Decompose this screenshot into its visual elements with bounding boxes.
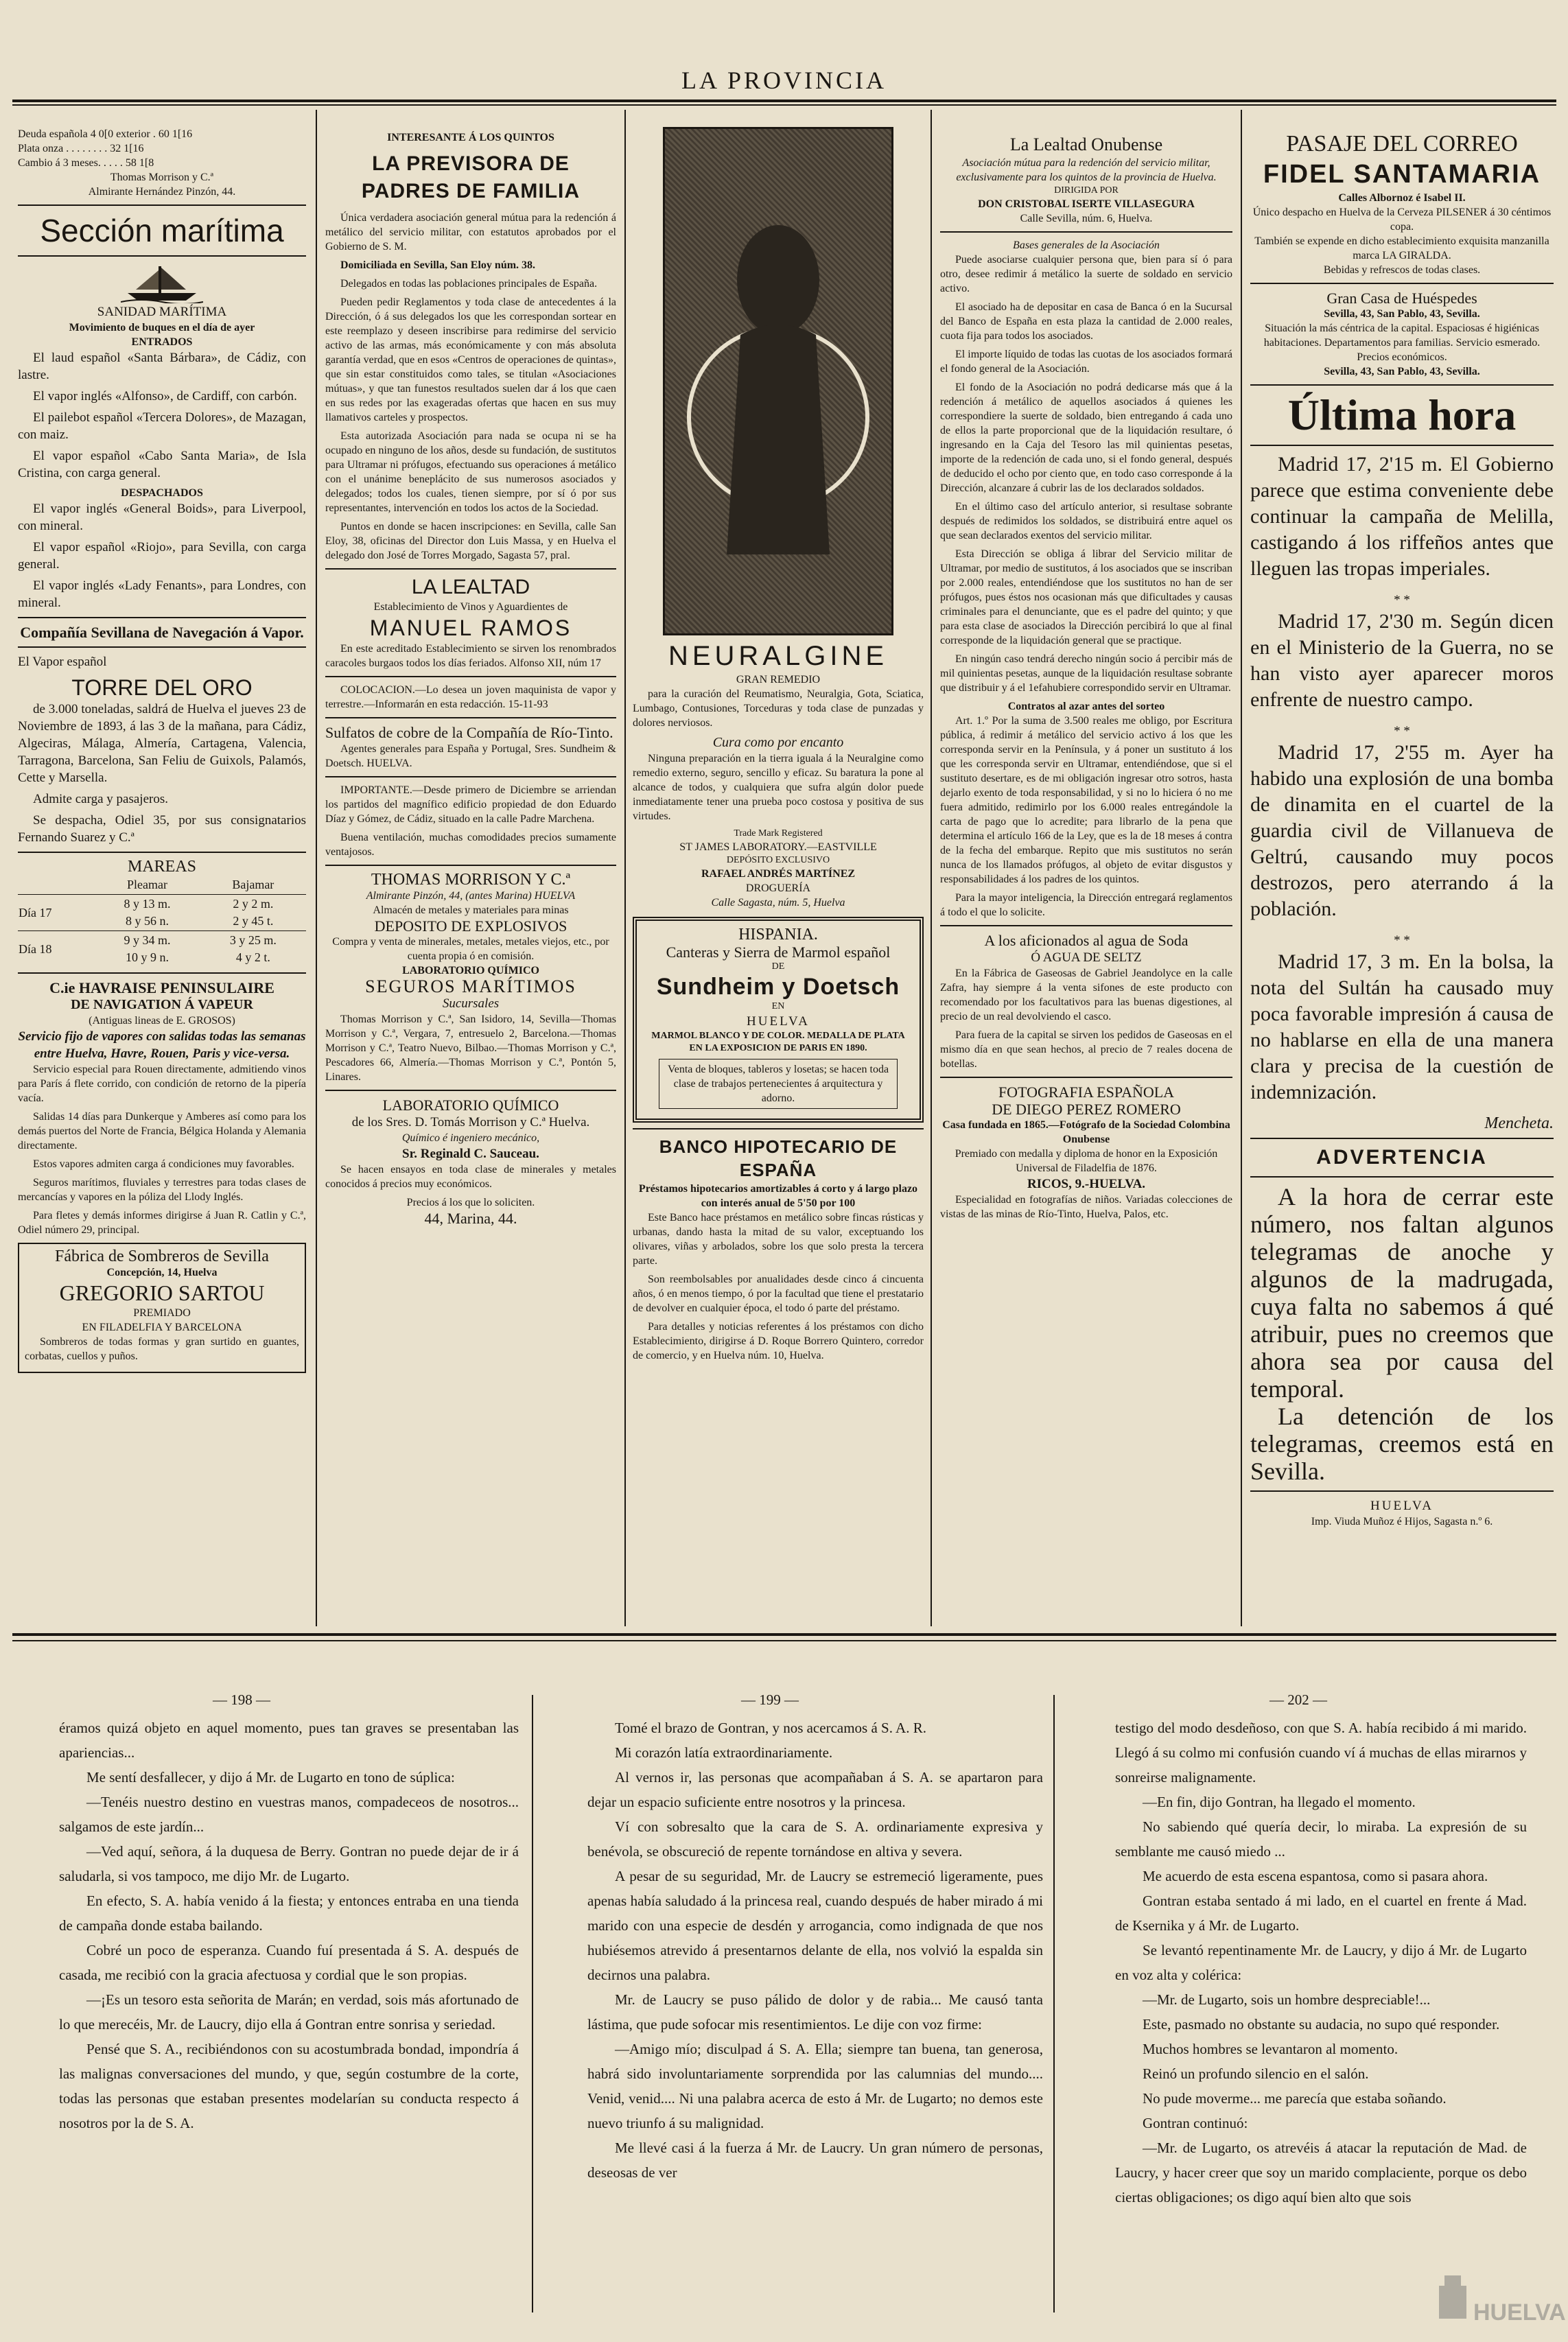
- onubense-director: DON CRISTOBAL ISERTE VILLASEGURA: [978, 198, 1195, 210]
- folletin-para: No sabiendo qué quería decir, lo miraba. La expresión de su semblante me causó miedo ...: [1115, 1818, 1527, 1860]
- onubense-text: En ningún caso tendrá derecho ningún socio á percibir más de mil quinientas pesetas, aunque de la liquidación resultase sobrante que distribuir y á el 1efahubiere correspondido servir en Ultramar.: [940, 653, 1232, 694]
- vapor-name: TORRE DEL ORO: [71, 675, 253, 700]
- mareas-value: 2 y 2 m.: [233, 897, 274, 911]
- folletin-column-c: [1115, 1715, 1527, 2319]
- folletin-para: —¡Es un tesoro esta señorita de Marán; en verdad, sois más afortunado de lo que merecéis, Mr. de Laucry, dijo ella á Gontran entre sonrisa y seriedad.: [59, 1991, 519, 2033]
- column-2: [325, 130, 616, 1626]
- news-list: [1250, 452, 1554, 1132]
- exchange-line: Deuda española 4 0[0 exterior . 60 1[16: [18, 128, 193, 140]
- ultima-hora-title: Última hora: [1287, 390, 1517, 439]
- vapor-text: de 3.000 toneladas, saldrá de Huelva el jueves 23 de Noviembre de 1893, á las 3 de la mañana, para Cádiz, Algeciras, Málaga, Almería, Cartagena, Valencia, Tarragona, Barcelona, San Feliu de Guixols, Palamós, Cette y Marsella.: [18, 702, 306, 785]
- mareas-value: 2 y 45 t.: [233, 914, 274, 928]
- masthead-rule: [12, 99, 1556, 102]
- tm-deposito: DEPOSITO DE EXPLOSIVOS: [374, 917, 567, 935]
- banco-lead: Préstamos hipotecarios amortizables á corto y á largo plazo con interés anual de 5'50 por 100: [638, 1183, 918, 1209]
- folletin-para: Mr. de Laucry se puso pálido de dolor y de rabia... Me causó tanta lástima, que pude sofocar mis resentimientos. Le dije con voz firme:: [587, 1991, 1043, 2033]
- entrados-item: El laud español «Santa Bárbara», de Cádiz, con lastre.: [18, 351, 306, 382]
- tower-icon: [1432, 2272, 1473, 2320]
- mareas-table: [18, 876, 306, 967]
- banco-text: Para detalles y noticias referentes á los préstamos con dicho Establecimiento, dirigirse á D. Roque Borrero Quintero, corredor de comercio, y en Huelva núm. 10, Huelva.: [633, 1321, 924, 1361]
- folletin-para: Este, pasmado no obstante su audacia, no supo qué responder.: [1143, 2016, 1500, 2033]
- folletin-page-number: — 199 —: [741, 1691, 799, 1708]
- news-item: Madrid 17, 2'15 m. El Gobierno parece que estima conveniente debe continuar la campaña de Melilla, castigando á los riffeños antes que lleguen las tropas imperiales.: [1250, 453, 1554, 580]
- onubense-text: Puede asociarse cualquier persona que, bien para sí ó para otro, desee redimir á metálico la suerte de soldado en servicio activo.: [940, 254, 1232, 294]
- ship-icon: [121, 262, 203, 303]
- masthead-rule-thin: [12, 104, 1556, 106]
- mareas-value: 8 y 13 m.: [124, 897, 171, 911]
- folletin-para: No pude moverme... me parecía que estaba soñando.: [1143, 2090, 1447, 2107]
- foto-text: Premiado con medalla y diploma de honor en la Exposición Universal de Filadelfia de 1876.: [955, 1148, 1218, 1174]
- mareas-value: 8 y 56 n.: [125, 914, 169, 928]
- mareas-row: [18, 931, 306, 968]
- folletin-divider: [1053, 1695, 1055, 2312]
- gran-casa-title: Gran Casa de Huéspedes: [1326, 290, 1477, 307]
- fabrica-en: EN FILADELFIA Y BARCELONA: [82, 1322, 242, 1333]
- mareas-cell: Día 17: [19, 905, 52, 920]
- neuralgine-deposito: DEPÓSITO EXCLUSIVO: [726, 855, 830, 865]
- folletin-para: Me llevé casi á la fuerza á Mr. de Laucry. Un gran número de personas, deseosas de ver: [587, 2140, 1043, 2181]
- folletin-page-number: — 202 —: [1269, 1691, 1327, 1708]
- masthead: LA PROVINCIA: [681, 67, 887, 94]
- fabrica-box: [18, 1243, 306, 1373]
- previsora-text: Pueden pedir Reglamentos y toda clase de antecedentes á la Dirección, ó á sus delegados los que les correspondan sortear en este reemplazo y deseen inscribirse para redimirse del servicio activo de las armas, más económicamente y con más absoluta garantía verdad, que en esos «Centros de operaciones de quintas», que sin estar constituidos como tales, se titulan «Asociaciones mútuas», y que tan funestos resultados suelen dar á los que caen en sus redes por las exageradas ofertas que hacen en sus muy llamativos carteles y prospectos.: [325, 296, 616, 423]
- hispania-title: HISPANIA.: [738, 926, 818, 944]
- lab-text: Se hacen ensayos en toda clase de minerales y metales conocidos á precios muy económicos.: [325, 1164, 616, 1190]
- canteras-heading: Canteras y Sierra de Marmol español: [666, 944, 891, 961]
- lab-addr: 44, Marina, 44.: [424, 1210, 517, 1227]
- tm-seguros: SEGUROS MARÍTIMOS: [365, 976, 576, 996]
- footer-huelva: HUELVA: [1370, 1499, 1434, 1513]
- drogueria-addr: Calle Sagasta, núm. 5, Huelva: [711, 897, 845, 909]
- gran-casa-addr: Sevilla, 43, San Pablo, 43, Sevilla.: [1324, 308, 1480, 320]
- folletin-para: —Tenéis nuestro destino en vuestras manos, compadeceos de nosotros... salgamos de este jardín...: [59, 1794, 519, 1835]
- advertencia-title: ADVERTENCIA: [1316, 1146, 1488, 1169]
- despachados-heading: DESPACHADOS: [121, 487, 203, 499]
- neuralgine-text: Ninguna preparación en la tierra iguala á la Neuralgine como remedio externo, seguro, sencillo y eficaz. Su baratura la pone al alcance de todos, y cualquiera que sufra algún dolor puede inmediatamente tener una prueba poco costosa y positiva de sus virtudes.: [633, 753, 924, 822]
- column-1: [18, 127, 306, 1623]
- hispania-box: [633, 917, 924, 1123]
- folletin-para: Ví con sobresalto que la cara de S. A. ordinariamente expresiva y benévola, se obscureció de repente tornándose en altiva y severa.: [587, 1818, 1043, 1860]
- sulfatos-agents: Agentes generales para España y Portugal, Sres. Sundheim & Doetsch. HUELVA.: [325, 743, 616, 769]
- folletin-para: —Ved aquí, señora, á la duquesa de Berry. Gontran no puede dejar de ir á saludarla, si vos tampoco, me dijo Mr. de Lugarto.: [59, 1843, 519, 1884]
- figure-engraving-icon: [665, 129, 891, 633]
- mareas-col-header: Pleamar: [126, 878, 167, 891]
- mareas-cell: [200, 931, 306, 968]
- contratos-heading: Contratos al azar antes del sorteo: [1007, 701, 1165, 712]
- folletin-rule-thin: [12, 1640, 1556, 1641]
- neuralgine-text: para la curación del Reumatismo, Neuralgia, Gota, Sciatica, Lumbago, Contusiones, Torceduras y toda clase de punzadas y dolores nerviosos.: [633, 688, 924, 729]
- news-separator: * *: [1394, 724, 1410, 738]
- lealtad-title: LA LEALTAD: [411, 576, 530, 598]
- lab-text2: Precios á los que lo soliciten.: [406, 1197, 535, 1208]
- fidel-text: Único despacho en Huelva de la Cerveza PILSENER á 30 céntimos copa.: [1252, 207, 1552, 233]
- lealtad-sub: Establecimiento de Vinos y Aguardientes de: [373, 601, 568, 613]
- column-divider: [624, 110, 626, 1626]
- tm-lab: LABORATORIO QUÍMICO: [402, 965, 539, 976]
- folletin-para: —Amigo mío; disculpad á S. A. Ella; siempre tan buena, tan generosa, habrá sido involuntariamente sorprendida por las calumnias del mundo.... Venid, venid.... Ni una palabra acerca de esto á Mr. de Lugarto; no demos este nuevo triunfo á su malignidad.: [587, 2041, 1043, 2131]
- colocacion-text: COLOCACION.—Lo desea un joven maquinista de vapor y terrestre.—Informarán en esta redacción. 15-11-93: [325, 684, 616, 710]
- folletin-column-b: [587, 1715, 1043, 2319]
- folletin-para: —Mr. de Lugarto, os atrevéis á atacar la reputación de Mad. de Laucry, y hacer creer que soy un marido complaciente, porque os debo ciertas obligaciones; os digo aquí bien alto que sois: [1115, 2140, 1527, 2205]
- folletin-page-number: — 198 —: [213, 1691, 270, 1708]
- neuralgine-sub: GRAN REMEDIO: [736, 674, 821, 686]
- fidel-name: FIDEL SANTAMARIA: [1263, 160, 1541, 189]
- folletin-rule: [12, 1633, 1556, 1636]
- ship-illustration: [18, 262, 306, 303]
- previsora-text: Esta autorizada Asociación para nada se ocupa ni se ha ocupado en ninguno de los años, desde su fundación, de sustitutos para Ultramar ni prófugos, efectuando sus operaciones á metálico con el unánime beneplácito de sus numerosos asociados y delegados; todos los cuales, tienen siempre, por sí ó por sus representantes, intervención en todos los actos de la Sociedad.: [325, 430, 616, 514]
- onubense-subtitle: Asociación mútua para la redención del servicio militar, exclusivamente para los quintos de la provincia de Huelva.: [956, 157, 1217, 183]
- section-title: Sección marítima: [40, 213, 284, 248]
- movimiento-heading: Movimiento de buques en el día de ayer: [69, 322, 255, 333]
- onubense-text: El importe líquido de todas las cuotas de los asociados formará el fondo general de la Asociación.: [940, 349, 1232, 375]
- vapor-text: Se despacha, Odiel 35, por sus consignatarios Fernando Suarez y C.ª: [18, 813, 306, 845]
- havraise-text: Seguros marítimos, fluviales y terrestres para todas clases de mercancías y vapores en la póliza del Llody Inglés.: [18, 1177, 306, 1203]
- tm-text2: Compra y venta de minerales, metales, metales viejos, etc., por cuenta propia ó en comisión.: [332, 936, 609, 962]
- mareas-cell: [200, 895, 306, 931]
- advertencia-text: [1250, 1183, 1554, 1485]
- stamp-label: HUELVA: [1473, 2299, 1566, 2326]
- sundheim-name: Sundheim y Doetsch: [656, 974, 900, 1000]
- contratos-text: Para la mayor inteligencia, la Dirección entregará reglamentos á todo el que lo solicite.: [940, 892, 1232, 918]
- advert-para: La detención de los telegramas, creemos está en Sevilla.: [1250, 1403, 1554, 1485]
- previsora-text: Única verdadera asociación general mútua para la redención á metálico del servicio militar, con estatutos aprobados por el Gobierno de S. M.: [325, 212, 616, 253]
- fabrica-addr: Concepción, 14, Huelva: [106, 1267, 218, 1278]
- despachados-item: El vapor inglés «General Boids», para Liverpool, con mineral.: [18, 502, 306, 533]
- contratos-text: Art. 1.º Por la suma de 3.500 reales me obligo, por Escritura pública, á redimir á metálico del servicio activo á los que les corresponda servir en la Península, y á poner un sustituto á los que les corresponda servir en Ultramar, entendiéndose, que si el sustituto desertare, es de mi obligación ingresar otro sotros, hasta dejarlo exento de toda responsabilidad, y si no lo hiciera ó no me fuera admitido, redimirlo por los 6.000 reales entregándole la carta de pago que lo acredite; para librarlo de la pena que determina el artículo 166 de la Ley, que es la de 18 meses á contra de la fecha del embarque. Repito que mis sustitutos no serán nunca de los llamados prófugos, al objeto de evitar disgustos y responsabilidades á los padres de los quintos.: [940, 715, 1232, 885]
- lealtad-name: MANUEL RAMOS: [369, 616, 572, 640]
- drogueria-label: DROGUERÍA: [745, 882, 811, 894]
- mareas-value: 4 y 2 t.: [235, 950, 270, 964]
- importante-text: IMPORTANTE.—Desde primero de Diciembre se arriendan los partidos del magnífico edificio propiedad de don Eduardo Díaz y Gómez, de Cádiz, situado en la calle Padre Marchena.: [325, 784, 616, 825]
- column-4: [940, 134, 1232, 1630]
- lab-name: Sr. Reginald C. Sauceau.: [402, 1147, 539, 1161]
- havraise-text: Para fletes y demás informes dirigirse á Juan R. Catlin y C.ª, Odiel número 29, principal.: [18, 1210, 306, 1236]
- foto-text: Especialidad en fotografías de niños. Variadas colecciones de vistas de las minas de Río-Tinto, Huelva, Palos, etc.: [940, 1194, 1232, 1220]
- soda-text: Para fuera de la capital se sirven los pedidos de Gaseosas en el mismo día en que sean hechos, al precio de 7 reales docena de botellas.: [940, 1029, 1232, 1070]
- news-separator: * *: [1394, 933, 1410, 948]
- entrados-item: El pailebot español «Tercera Dolores», de Mazagan, con maiz.: [18, 410, 306, 442]
- foto-lead: Casa fundada en 1865.—Fotógrafo de la Sociedad Colombina Onubense: [942, 1119, 1230, 1145]
- tm-text: Almacén de metales y materiales para minas: [373, 904, 569, 916]
- despachados-item: El vapor inglés «Lady Fenants», para Londres, con mineral.: [18, 578, 306, 610]
- tm-sucursales: Sucursales: [442, 996, 500, 1011]
- lab-sub: de los Sres. D. Tomás Morrison y C.ª Huelva.: [351, 1115, 590, 1129]
- news-item: Madrid 17, 3 m. En la bolsa, la nota del Sultán ha causado muy poca favorable impresión á causa de no hablarse en ella de una manera clara y precisa de la cuestión de indemnización.: [1250, 950, 1554, 1103]
- folletin-para: Me sentí desfallecer, y dijo á Mr. de Lugarto en tono de súplica:: [86, 1769, 455, 1785]
- tm-sucursales-text: Thomas Morrison y C.ª, San Isidoro, 14, Sevilla—Thomas Morrison y C.ª, Vergara, 7, entresuelo 2, Barcelona.—Thomas Morrison y C.ª, Teatro Nuevo, Bilbao.—Thomas Morrison y C.ª, Pescadores 66, Almería.—Thomas Morrison y C.ª, Pontón 5, Linares.: [325, 1014, 616, 1083]
- folletin-para: Gontran estaba sentado á mi lado, en el cuartel en frente á Mad. de Ksernika y á Mr. de Lugarto.: [1115, 1893, 1527, 1934]
- mareas-heading: MAREAS: [127, 858, 197, 876]
- mareas-row: [18, 895, 306, 931]
- fabrica-text: Sombreros de todas formas y gran surtido en guantes, corbatas, cuellos y puños.: [25, 1336, 299, 1362]
- fidel-text: También se expende en dicho establecimiento exquisita manzanilla marca LA GIRALDA.: [1254, 235, 1549, 261]
- folletin-column-a: [59, 1715, 519, 2319]
- column-divider: [316, 110, 317, 1626]
- folletin-para: Se levantó repentinamente Mr. de Laucry, y dijo á Mr. de Lugarto en voz alta y colérica:: [1115, 1942, 1527, 1983]
- onubense-addr: Calle Sevilla, núm. 6, Huelva.: [1020, 213, 1153, 224]
- mareas-value: 9 y 34 m.: [124, 933, 171, 947]
- foto-addr: RICOS, 9.-HUELVA.: [1027, 1177, 1146, 1191]
- lab-chem: Químico é ingeniero mecánico,: [401, 1132, 540, 1144]
- folletin-para: En efecto, S. A. había venido á la fiesta; y entonces entraba en una tienda de campaña donde estaba bailando.: [59, 1893, 519, 1934]
- compania-heading: Compañía Sevillana de Navegación á Vapor.: [20, 624, 304, 641]
- havraise-text: Estos vapores admiten carga á condiciones muy favorables.: [33, 1158, 294, 1170]
- exchange-line: Cambio á 3 meses. . . . . 58 1[8: [18, 157, 154, 169]
- havraise-sub2: (Antiguas lineas de E. GROSOS): [89, 1015, 235, 1027]
- folletin-para: Pensé que S. A., recibiéndonos con su acostumbrada bondad, impondría á las malignas conversaciones del mundo, y que, según costumbre de la corte, todas las personas que estaban presentes modelarían su conducta respecto á nosotros por la de S. A.: [59, 2041, 519, 2131]
- exchange-address: Almirante Hernández Pinzón, 44.: [88, 186, 236, 198]
- pasaje-title: PASAJE DEL CORREO: [1286, 131, 1518, 156]
- soda-title: A los aficionados al agua de Soda: [984, 932, 1189, 949]
- en-label: EN: [771, 1001, 785, 1011]
- mareas-col-header: Bajamar: [232, 878, 274, 891]
- folletin-para: Muchos hombres se levantaron al momento.: [1143, 2041, 1399, 2057]
- fidel-text: Bebidas y refrescos de todas clases.: [1323, 264, 1481, 276]
- folletin-para: Mi corazón latía extraordinariamente.: [615, 1744, 833, 1761]
- sulfatos-heading: Sulfatos de cobre de la Compañía de Río-Tinto.: [325, 724, 613, 741]
- banco-text: Este Banco hace préstamos en metálico sobre fincas rústicas y urbanas, dando hasta la mitad de su valor, exceptuando los olivares, viñas y arbolados, sobre los que solo presta la tercera parte.: [633, 1212, 924, 1267]
- soda-sub: Ó AGUA DE SELTZ: [1031, 950, 1142, 965]
- lab-title: LABORATORIO QUÍMICO: [382, 1097, 559, 1114]
- library-stamp: [1432, 2265, 1566, 2327]
- mareas-cell: [94, 895, 200, 931]
- banco-text: Son reembolsables por anualidades desde cinco á cincuenta años, ó en menos tiempo, ó por la facultad que tiene el prestatario de devolver en cualquier época, el todo ó parte del préstamo.: [633, 1274, 924, 1314]
- vapor-label: El Vapor español: [18, 655, 107, 669]
- previsora-text: Puntos en donde se hacen inscripciones: en Sevilla, calle San Eloy, 38, oficinas del Director don Luis Massa, y en Huelva el delegado don José de Torres Morgado, Sagasta 57, pral.: [325, 521, 616, 561]
- banco-title: BANCO HIPOTECARIO DE ESPAÑA: [659, 1136, 898, 1180]
- neuralgine-trade: Trade Mark Registered: [734, 828, 823, 839]
- folletin-para: A pesar de su seguridad, Mr. de Laucry se estremeció ligeramente, pues apenas había saludado á la princesa real, cuando después de haber mirado á mi marido con una especie de desdén y arrogancia, como indignada de que nos hubiésemos atrevido á presentarnos delante de ella, nos volvió la espalda sin decirnos una palabra.: [587, 1868, 1043, 1983]
- folletin-para: Gontran continuó:: [1143, 2115, 1248, 2131]
- neuralgine-illustration: [663, 127, 893, 635]
- de-label: DE: [771, 961, 785, 972]
- havraise-title: C.ie HAVRAISE PENINSULAIRE: [49, 979, 274, 996]
- onubense-title: La Lealtad Onubense: [1009, 134, 1163, 154]
- importante-text: Buena ventilación, muchas comodidades precios sumamente ventajosos.: [325, 832, 616, 858]
- folletin-para: —En fin, dijo Gontran, ha llegado el momento.: [1143, 1794, 1416, 1810]
- folletin-divider: [532, 1695, 533, 2312]
- folletin-para: Al vernos ir, las personas que acompañaban á S. A. se apartaron para dejar un espacio suficiente entre nosotros y la princesa.: [587, 1769, 1043, 1810]
- despachados-item: El vapor español «Riojo», para Sevilla, con carga general.: [18, 540, 306, 572]
- drogueria-name: RAFAEL ANDRÉS MARTÍNEZ: [701, 868, 856, 880]
- onubense-bases: Bases generales de la Asociación: [1013, 239, 1160, 251]
- neuralgine-title: NEURALGINE: [668, 641, 889, 671]
- entrados-item: El vapor inglés «Alfonso», de Cardiff, con carbón.: [33, 389, 297, 403]
- imprenta-line: Imp. Viuda Muñoz é Hijos, Sagasta n.º 6.: [1311, 1516, 1493, 1527]
- folletin-para: —Mr. de Lugarto, sois un hombre despreciable!...: [1143, 1991, 1431, 2008]
- previsora-text: Delegados en todas las poblaciones principales de España.: [340, 278, 598, 290]
- mareas-cell: [94, 931, 200, 968]
- entrados-heading: ENTRADOS: [131, 336, 193, 348]
- mareas-cell: Día 18: [19, 941, 52, 956]
- havraise-text: Servicio especial para Rouen directamente, admitiendo vinos para París á flete corrido, con condición de retorno de la pipería vacía.: [18, 1064, 306, 1104]
- havraise-lead: Servicio fijo de vapores con salidas todas las semanas entre Huelva, Havre, Rouen, Paris y vice-versa.: [18, 1029, 306, 1061]
- foto-title: FOTOGRAFIA ESPAÑOLA: [998, 1084, 1175, 1101]
- gran-casa-text: Situación la más céntrica de la capital. Espaciosas é higiénicas habitaciones. Departamentos para familias. Servicio esmerado. Precios económicos.: [1263, 323, 1541, 363]
- onubense-text: El asociado ha de depositar en casa de Banca ó en la Sucursal del Banco de España en esta plaza la cantidad de 2.000 reales, cuota fija para todos los asociados.: [940, 301, 1232, 342]
- fabrica-name: GREGORIO SARTOU: [59, 1280, 265, 1305]
- lealtad-text: En este acreditado Establecimiento se sirven los renombrados caracoles burgaos todos los días feriados. Alfonso XII, núm 17: [325, 643, 616, 669]
- exchange-signature: Thomas Morrison y C.ª: [110, 172, 214, 183]
- advert-para: A la hora de cerrar este número, nos faltan algunos telegramas de anoche y algunos de la madrugada, cuya falta no sabemos á qué atribuir, pues no creemos que ahora sea por causa del temporal.: [1250, 1183, 1554, 1403]
- folletin-para: Tomé el brazo de Gontran, y nos acercamos á S. A. R.: [615, 1720, 926, 1736]
- tm-title: THOMAS MORRISON Y C.ª: [371, 871, 571, 889]
- fabrica-title: Fábrica de Sombreros de Sevilla: [55, 1248, 269, 1265]
- mareas-value: 10 y 9 n.: [125, 950, 169, 964]
- folletin-para: Reinó un profundo silencio en el salón.: [1143, 2065, 1369, 2082]
- onubense-dirigida: DIRIGIDA POR: [1054, 185, 1119, 196]
- news-item: Madrid 17, 2'55 m. Ayer ha habido una explosión de una bomba de dinamita en el cuartel de la guardia civil de Villanueva de Geltrú, causando muy pocos destrozos, pero aterrando á la población.: [1250, 741, 1554, 920]
- tm-addr: Almirante Pinzón, 44, (antes Marina) HUELVA: [366, 890, 576, 902]
- vapor-text: Admite carga y pasajeros.: [33, 792, 168, 806]
- onubense-text: Esta Dirección se obliga á librar del Servicio militar de Ultramar, por medio de sustitutos, á los asociados que se inscriban por 2.000 reales, entendiéndose que los sustitutos no han de ser prófugos, pues éstos nos ocasionan más que dificultades y causas criminales para el denunciante, que es el padre del quinto; y que para esta clase de asociados la Dirección percibirá lo que al final corresponde de la liquidación general que se practique.: [940, 548, 1232, 646]
- fidel-addr: Calles Albornoz é Isabel II.: [1338, 192, 1466, 204]
- onubense-text: En el último caso del artículo anterior, si resultase sobrante después de redimidos los soldados, se distribuirá entre aquel os que sean declarados exentos del servicio militar.: [940, 501, 1232, 541]
- foto-name: DE DIEGO PEREZ ROMERO: [992, 1101, 1181, 1118]
- marmol-text: MARMOL BLANCO Y DE COLOR. MEDALLA DE PLATA EN LA EXPOSICION DE PARIS EN 1890.: [651, 1031, 905, 1053]
- column-3: [633, 127, 924, 1623]
- folletin-para: éramos quizá objeto en aquel momento, pues tan graves se presentaban las apariencias...: [59, 1720, 519, 1761]
- huelva-label: HUELVA: [747, 1014, 810, 1029]
- folletin-para: testigo del modo desdeñoso, con que S. A. había recibido á mi marido. Llegó á su colmo mi confusión cuando ví á muchas de ellas mirarnos y sonreirse malignamente.: [1115, 1720, 1527, 1785]
- exchange-line: Plata onza . . . . . . . . 32 1[16: [18, 143, 144, 154]
- entrados-item: El vapor español «Cabo Santa Maria», de Isla Cristina, con carga general.: [18, 449, 306, 480]
- onubense-text: El fondo de la Asociación no podrá dedicarse más que á la redención á metálico de aquellos asociados á quienes les correspondiere la suerte de soldado, bien entregando á cada uno de ellos la parte proporcional que de la liquidación resultare, ó ingresando en la Caja del Tesoro las mil quinientas pesetas, importe de la redención de cada uno, si el fondo general, después de deducido el ocho por ciento que, en todo caso corresponde á la Dirección, alcanzare á cubrir las de los declarados soldados.: [940, 382, 1232, 494]
- mareas-value: 3 y 25 m.: [229, 933, 277, 947]
- column-divider: [931, 110, 932, 1626]
- previsora-title: LA PREVISORA DE PADRES DE FAMILIA: [361, 152, 581, 202]
- column-5: [1250, 130, 1554, 1626]
- neuralgine-cura: Cura como por encanto: [712, 735, 844, 750]
- havraise-text: Salidas 14 días para Dunkerque y Amberes así como para los demás puertos del Norte de Francia, Bélgica Holanda y Alemania directamente.: [18, 1111, 306, 1151]
- folletin-para: Cobré un poco de esperanza. Cuando fuí presentada á S. A. después de casada, me recibió con la gracia afectuosa y cordial que le son propias.: [59, 1942, 519, 1983]
- neuralgine-lab: ST JAMES LABORATORY.—EASTVILLE: [679, 841, 877, 853]
- news-signature: Mencheta.: [1484, 1114, 1554, 1132]
- gran-casa-addr2: Sevilla, 43, San Pablo, 43, Sevilla.: [1324, 366, 1480, 377]
- previsora-kicker: INTERESANTE Á LOS QUINTOS: [387, 132, 554, 143]
- havraise-sub: DE NAVIGATION Á VAPEUR: [71, 997, 253, 1012]
- previsora-text: Domiciliada en Sevilla, San Eloy núm. 38.: [340, 259, 536, 271]
- soda-text: En la Fábrica de Gaseosas de Gabriel Jeandolyce en la calle Zafra, hay siempre á la venta sifones de este producto con recomendado por los facultativos para las buenas digestiones, al precio de un real devolviendo el casco.: [940, 968, 1232, 1022]
- news-separator: * *: [1394, 593, 1410, 607]
- marmol-desc: Venta de bloques, tableros y losetas; se hacen toda clase de trabajos pertenecientes á arquitectura y adorno.: [659, 1059, 898, 1109]
- fabrica-premiado: PREMIADO: [133, 1307, 191, 1319]
- column-divider: [1241, 110, 1242, 1626]
- exchange-rates: [18, 127, 306, 199]
- folletin-para: Me acuerdo de esta escena espantosa, como si pasara ahora.: [1143, 1868, 1488, 1884]
- news-item: Madrid 17, 2'30 m. Según dicen en el Ministerio de la Guerra, no se han visto ayer aparecer moros enfrente de nuestro campo.: [1250, 610, 1554, 711]
- sanidad-heading: SANIDAD MARÍTIMA: [97, 305, 227, 319]
